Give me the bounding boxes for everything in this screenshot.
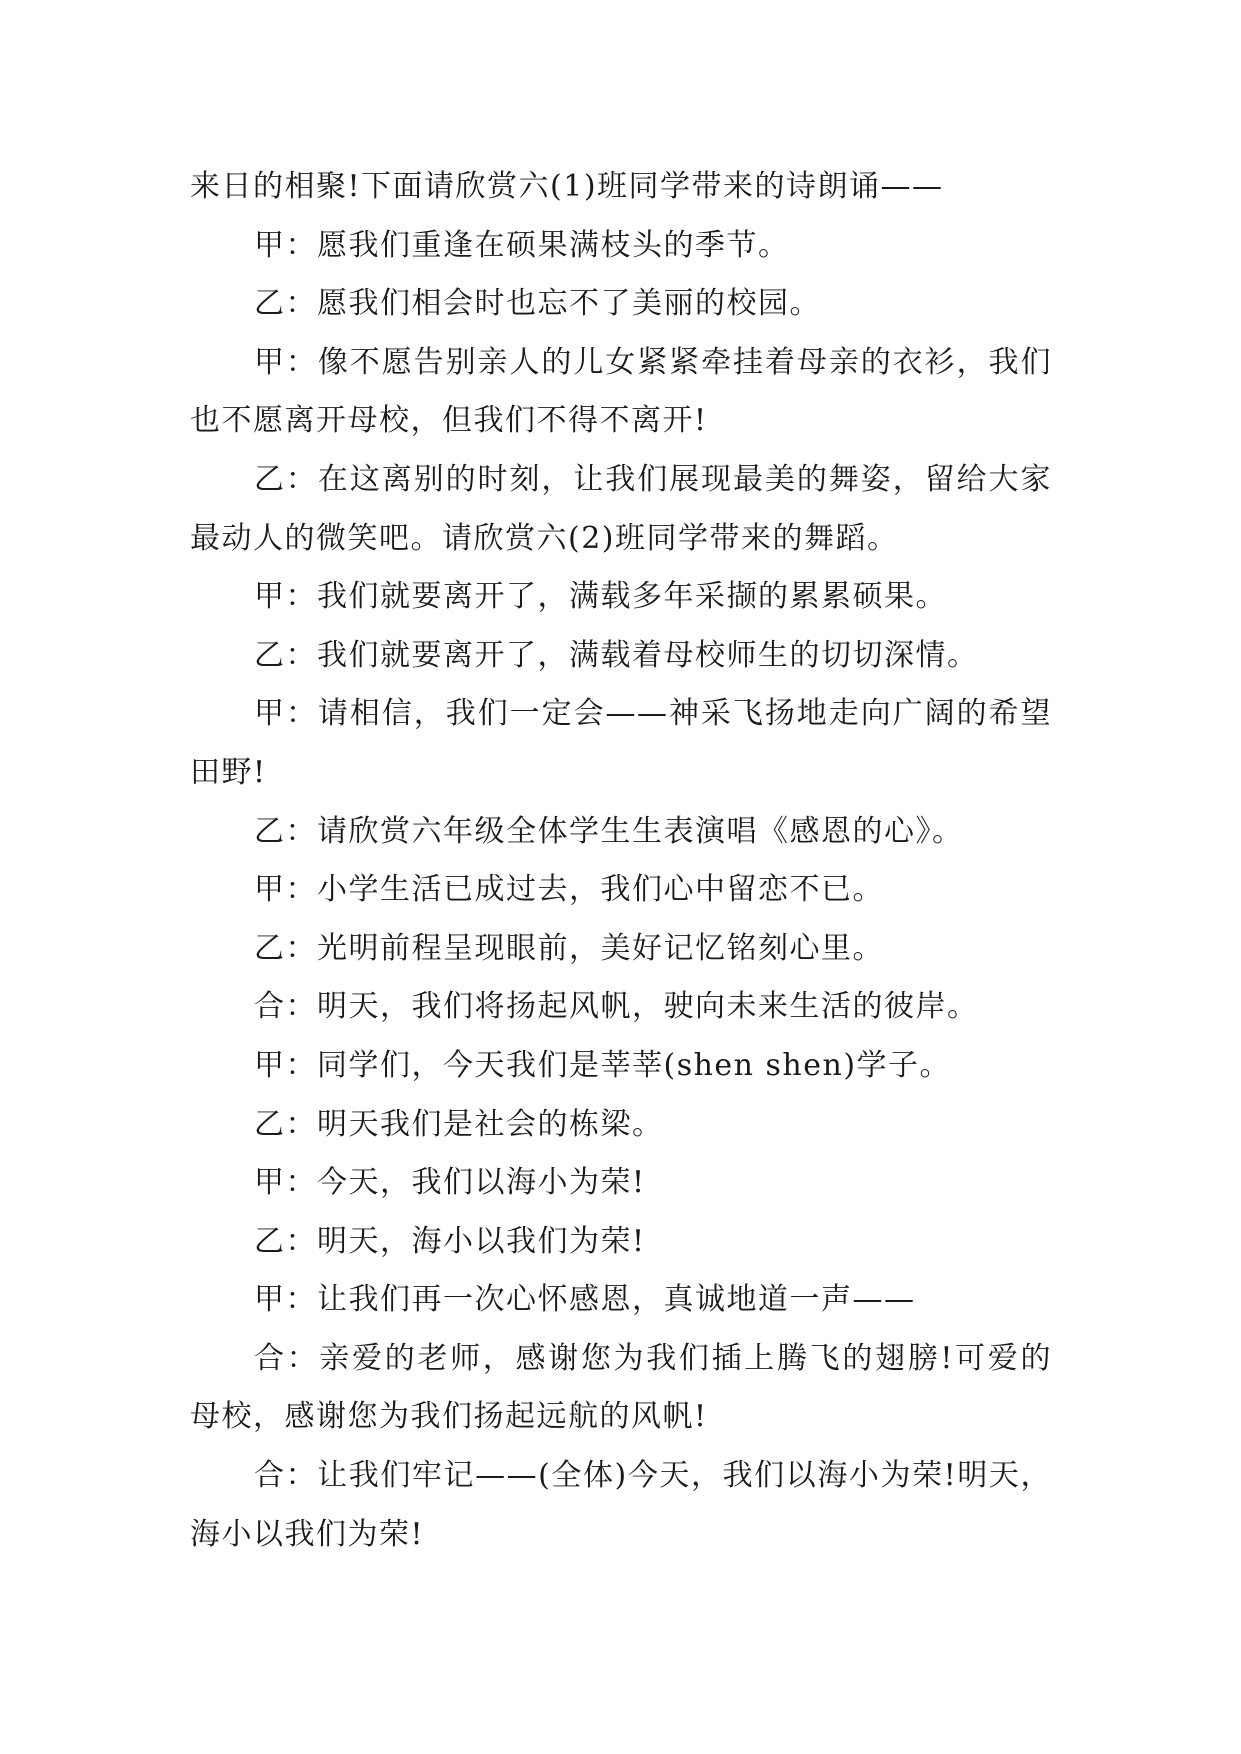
paragraph: 甲：小学生活已成过去，我们心中留恋不已。 [254, 872, 884, 908]
paragraph: 甲：请相信，我们一定会——神采飞扬地走向广阔的希望田野! [190, 696, 1052, 790]
paragraph: 合：明天，我们将扬起风帆，驶向未来生活的彼岸。 [254, 989, 979, 1025]
paragraph: 甲：我们就要离开了，满载多年采撷的累累硕果。 [254, 579, 947, 615]
paragraph: 乙：请欣赏六年级全体学生生表演唱《感恩的心》。 [254, 813, 964, 849]
document-body [190, 158, 1052, 1564]
paragraph: 乙：明天我们是社会的栋梁。 [254, 1106, 664, 1142]
paragraph: 乙：在这离别的时刻，让我们展现最美的舞姿，留给大家最动人的微笑吧。请欣赏六(2)班同学带来的舞蹈。 [190, 461, 1052, 556]
paragraph: 来日的相聚!下面请欣赏六(1)班同学带来的诗朗诵—— [190, 169, 944, 204]
paragraph: 乙：明天，海小以我们为荣! [254, 1223, 646, 1259]
paragraph: 合：让我们牢记——(全体)今天，我们以海小为荣!明天，海小以我们为荣! [190, 1458, 1052, 1552]
paragraph: 合：亲爱的老师，感谢您为我们插上腾飞的翅膀!可爱的母校，感谢您为我们扬起远航的风帆! [190, 1340, 1052, 1435]
paragraph: 甲：像不愿告别亲人的儿女紧紧牵挂着母亲的衣衫，我们也不愿离开母校，但我们不得不离开! [190, 344, 1052, 439]
paragraph: 甲：今天，我们以海小为荣! [254, 1165, 646, 1201]
paragraph: 甲：同学们，今天我们是莘莘(shen shen)学子。 [254, 1047, 952, 1083]
paragraph: 甲：让我们再一次心怀感恩，真诚地道一声—— [254, 1282, 916, 1318]
paragraph: 乙：光明前程呈现眼前，美好记忆铭刻心里。 [254, 930, 884, 966]
paragraph: 乙：愿我们相会时也忘不了美丽的校园。 [254, 286, 821, 322]
paragraph: 甲：愿我们重逢在硕果满枝头的季节。 [254, 227, 790, 263]
paragraph: 乙：我们就要离开了，满载着母校师生的切切深情。 [254, 637, 979, 673]
